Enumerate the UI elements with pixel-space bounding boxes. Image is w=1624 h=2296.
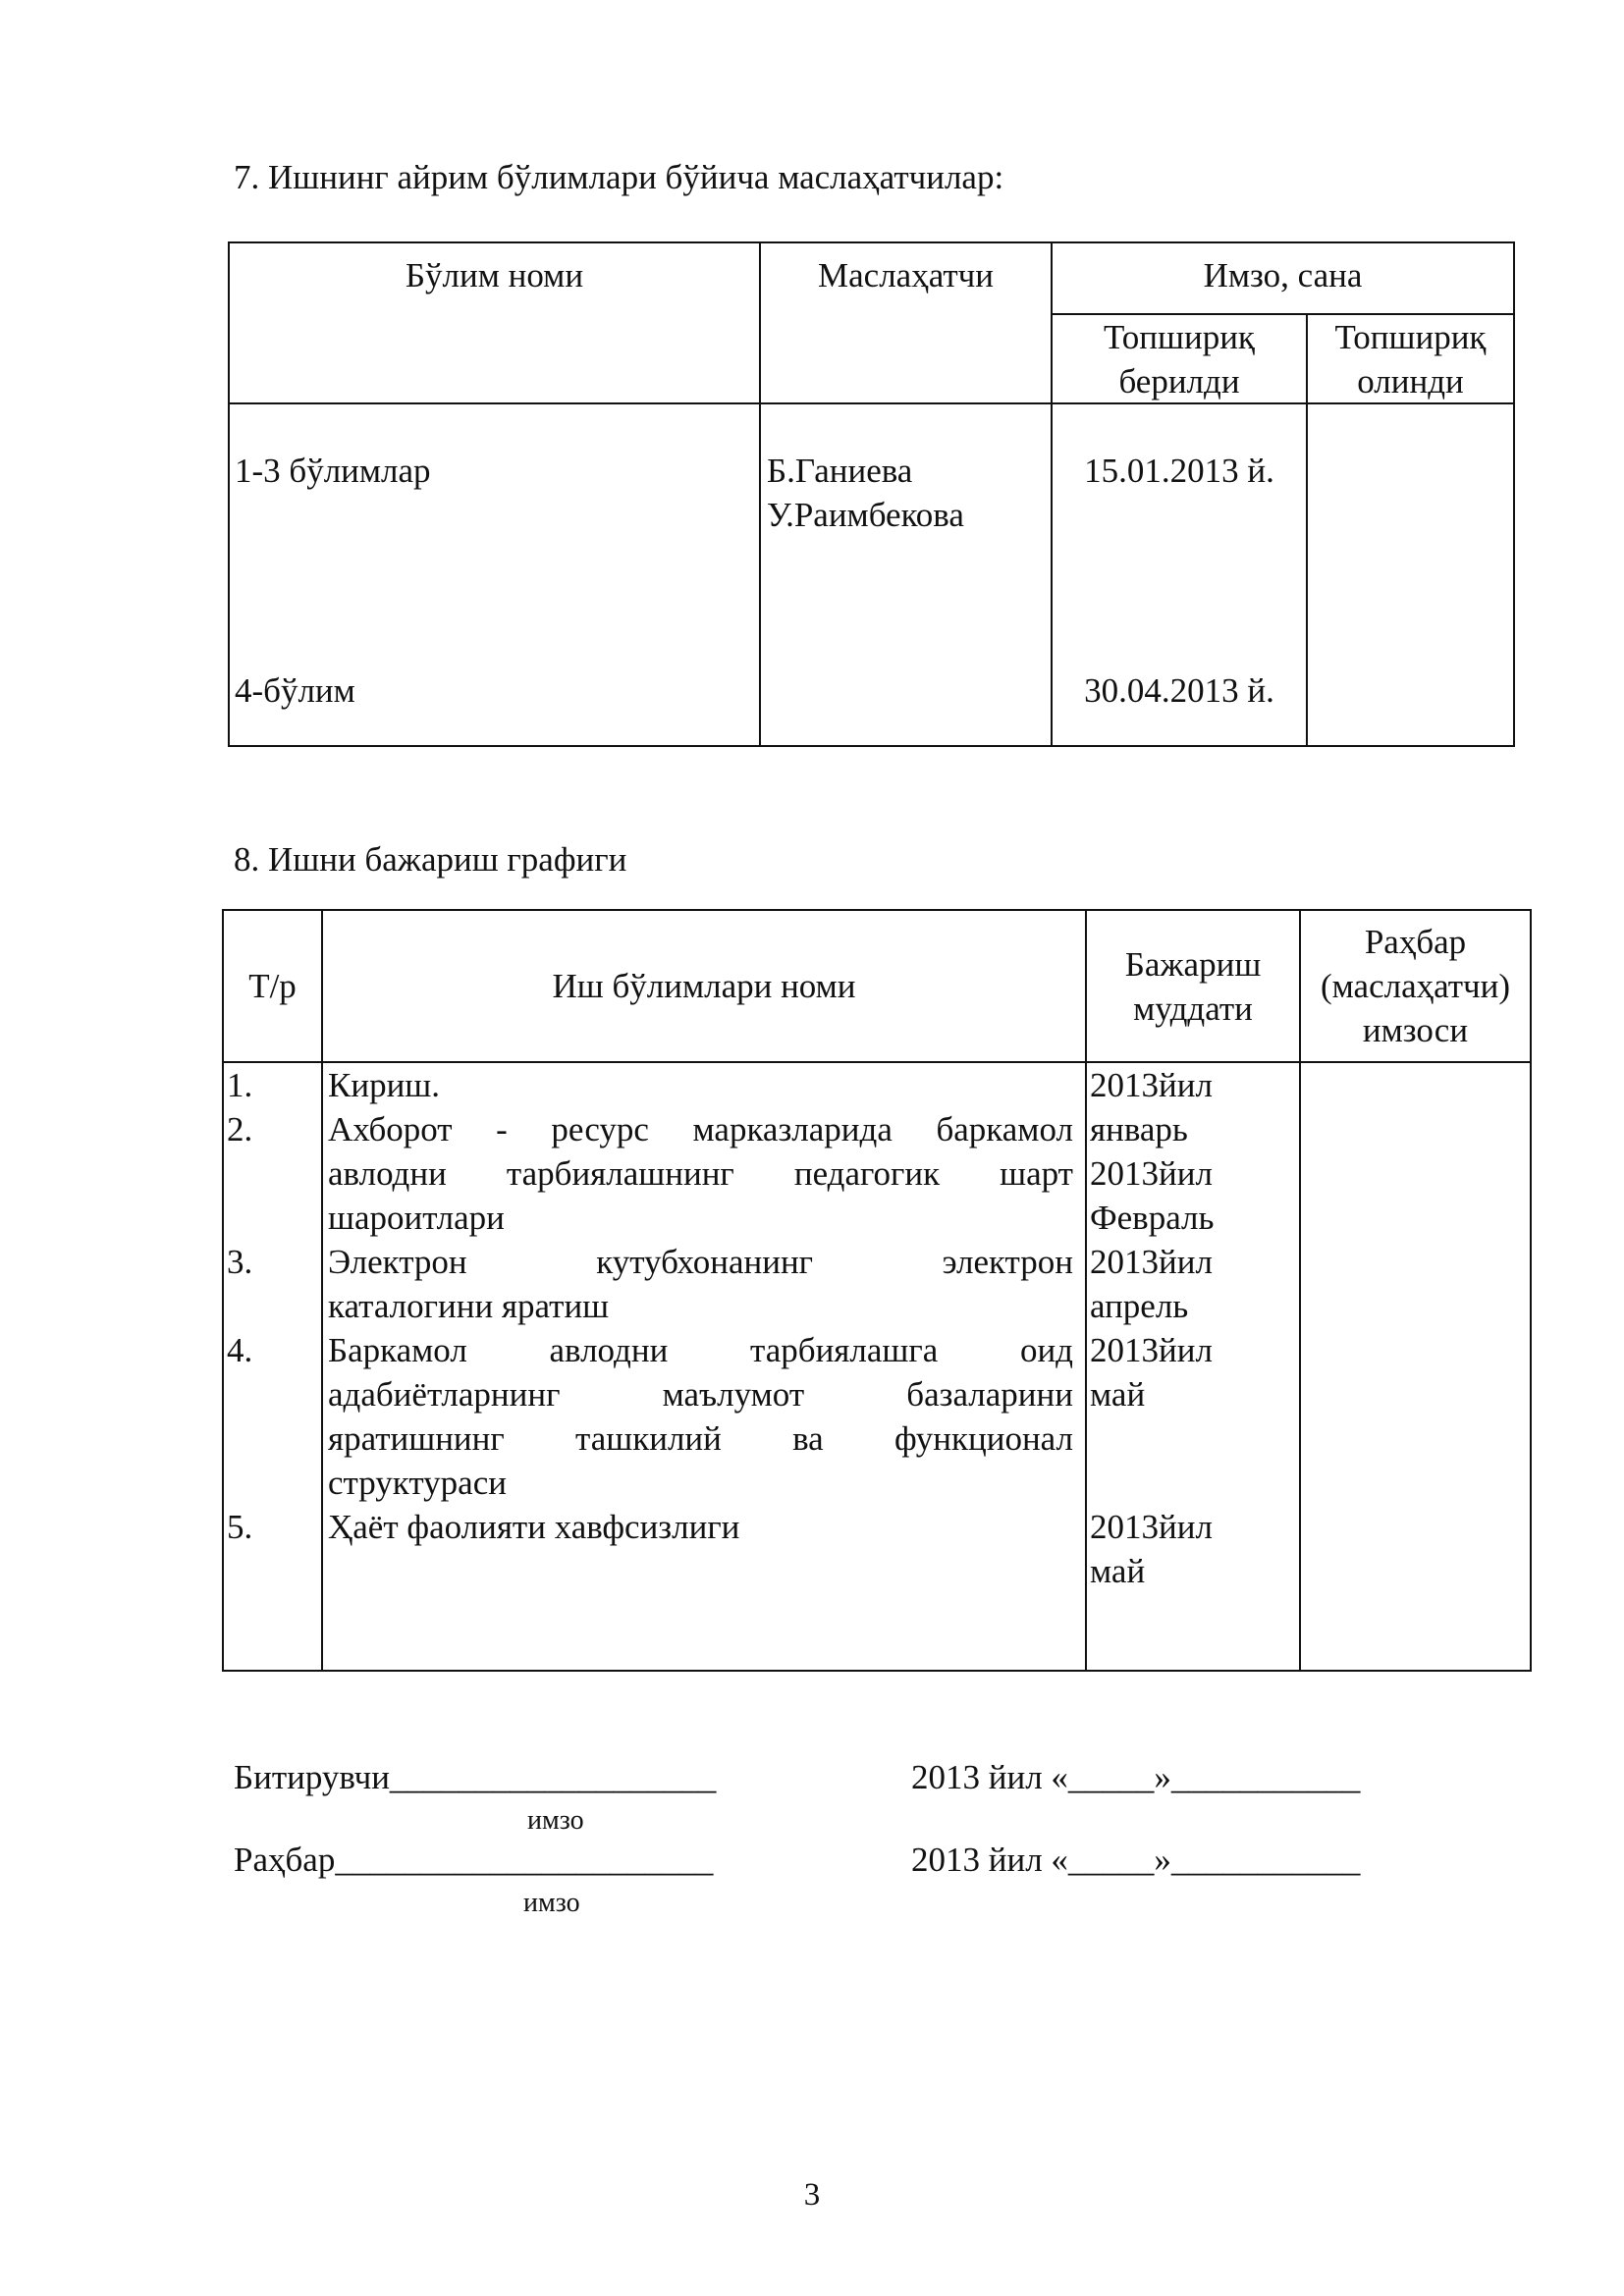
graduate-date-line: 2013 йил «_____»___________ <box>911 1758 1361 1796</box>
task-word: шарт <box>1000 1154 1073 1193</box>
header-deadline: Бажариш муддати <box>1086 910 1300 1062</box>
graduate-label: Битирувчи <box>234 1758 390 1796</box>
graduate-signature-caption: имзо <box>527 1805 584 1836</box>
deadlines-cell <box>1086 1062 1300 1671</box>
task-word: Ахборот <box>328 1110 453 1148</box>
task-name-line: Ҳаёт фаолияти хавфсизлиги <box>328 1508 740 1546</box>
consultant-name-1: Б.Ганиева <box>767 452 913 490</box>
task-word: Баркамол <box>328 1331 467 1369</box>
header-num: Т/р <box>223 910 322 1062</box>
task-name-line <box>328 1107 1073 1151</box>
task-number: 5. <box>227 1508 253 1546</box>
task-name-line <box>328 1240 1073 1284</box>
task-number: 3. <box>227 1243 253 1281</box>
deadline-line: 2013йил <box>1090 1066 1213 1104</box>
task-word: авлодни <box>328 1154 447 1193</box>
graduate-blank: ___________________ <box>389 1758 717 1796</box>
section8-heading: 8. Ишни бажариш графиги <box>234 840 627 879</box>
task-given-cell <box>1052 403 1307 746</box>
task-word: оид <box>1019 1331 1073 1369</box>
task-word: баркамол <box>936 1110 1073 1148</box>
task-word: тарбиялашнинг <box>506 1154 734 1193</box>
page-number: 3 <box>803 2177 821 2213</box>
header-task-given: Топшириқ берилди <box>1052 314 1307 403</box>
header-consultant: Маслаҳатчи <box>760 242 1052 403</box>
date-row1: 15.01.2013 й. <box>1084 452 1274 490</box>
deadline-line: май <box>1090 1552 1146 1590</box>
tasks-cell <box>322 1062 1086 1671</box>
header-task-name: Иш бўлимлари номи <box>322 910 1086 1062</box>
supervisor-label: Раҳбар <box>234 1841 336 1879</box>
section-name-row2: 4-бўлим <box>235 671 355 710</box>
consultant-name-2: У.Раимбекова <box>767 496 964 534</box>
task-name-line <box>328 1416 1073 1461</box>
deadline-line: 2013йил <box>1090 1154 1213 1193</box>
deadline-line: Февраль <box>1090 1199 1215 1237</box>
task-name-line <box>328 1151 1073 1196</box>
task-word: марказларида <box>692 1110 893 1148</box>
task-word: адабиётларнинг <box>328 1375 561 1414</box>
task-name-line <box>328 1328 1073 1372</box>
task-name-line <box>328 1372 1073 1416</box>
header-section-name: Бўлим номи <box>229 242 760 403</box>
deadline-line: 2013йил <box>1090 1331 1213 1369</box>
task-name-line: каталогини яратиш <box>328 1287 610 1325</box>
deadline-line: 2013йил <box>1090 1243 1213 1281</box>
supervisor-signature-caption: имзо <box>523 1888 580 1918</box>
task-word: ва <box>792 1419 824 1458</box>
task-word: педагогик <box>793 1154 941 1193</box>
header-task-received: Топшириқ олинди <box>1307 314 1514 403</box>
deadline-line: май <box>1090 1375 1146 1414</box>
header-signature-date: Имзо, сана <box>1052 242 1514 314</box>
task-number: 1. <box>227 1066 253 1104</box>
date-row2: 30.04.2013 й. <box>1084 671 1274 710</box>
task-word: электрон <box>942 1243 1073 1281</box>
task-word: авлодни <box>549 1331 669 1369</box>
task-word: базаларини <box>906 1375 1073 1414</box>
deadline-line: апрель <box>1090 1287 1189 1325</box>
task-word: Электрон <box>328 1243 467 1281</box>
deadline-line: январь <box>1090 1110 1188 1148</box>
task-name-line: шароитлари <box>328 1199 505 1237</box>
numbers-cell <box>223 1062 322 1671</box>
task-received-cell <box>1307 403 1514 746</box>
header-supervisor-signature: Раҳбар (маслаҳатчи) имзоси <box>1300 910 1531 1062</box>
graduate-signature-line <box>234 1755 716 1799</box>
schedule-table <box>222 909 1532 1672</box>
task-word: функционал <box>893 1419 1073 1458</box>
supervisor-blank: ______________________ <box>335 1841 714 1879</box>
task-number: 2. <box>227 1110 253 1148</box>
section-name-cell <box>229 403 760 746</box>
task-word: маълумот <box>662 1375 805 1414</box>
deadline-line: 2013йил <box>1090 1508 1213 1546</box>
supervisor-signature-line <box>234 1838 713 1882</box>
task-name-line: структураси <box>328 1464 507 1502</box>
task-word: ташкилий <box>575 1419 722 1458</box>
task-word: - <box>496 1110 508 1148</box>
task-word: тарбиялашга <box>750 1331 939 1369</box>
consultants-table <box>228 241 1515 747</box>
supervisor-signature-cell <box>1300 1062 1531 1671</box>
consultant-cell <box>760 403 1052 746</box>
task-word: яратишнинг <box>328 1419 505 1458</box>
task-number: 4. <box>227 1331 253 1369</box>
section-name-row1: 1-3 бўлимлар <box>235 452 431 490</box>
supervisor-date-line: 2013 йил «_____»___________ <box>911 1841 1361 1879</box>
task-word: кутубхонанинг <box>596 1243 814 1281</box>
section7-heading: 7. Ишнинг айрим бўлимлари бўйича маслаҳатчилар: <box>234 158 1004 196</box>
task-word: ресурс <box>551 1110 649 1148</box>
task-name-line: Кириш. <box>328 1066 441 1104</box>
